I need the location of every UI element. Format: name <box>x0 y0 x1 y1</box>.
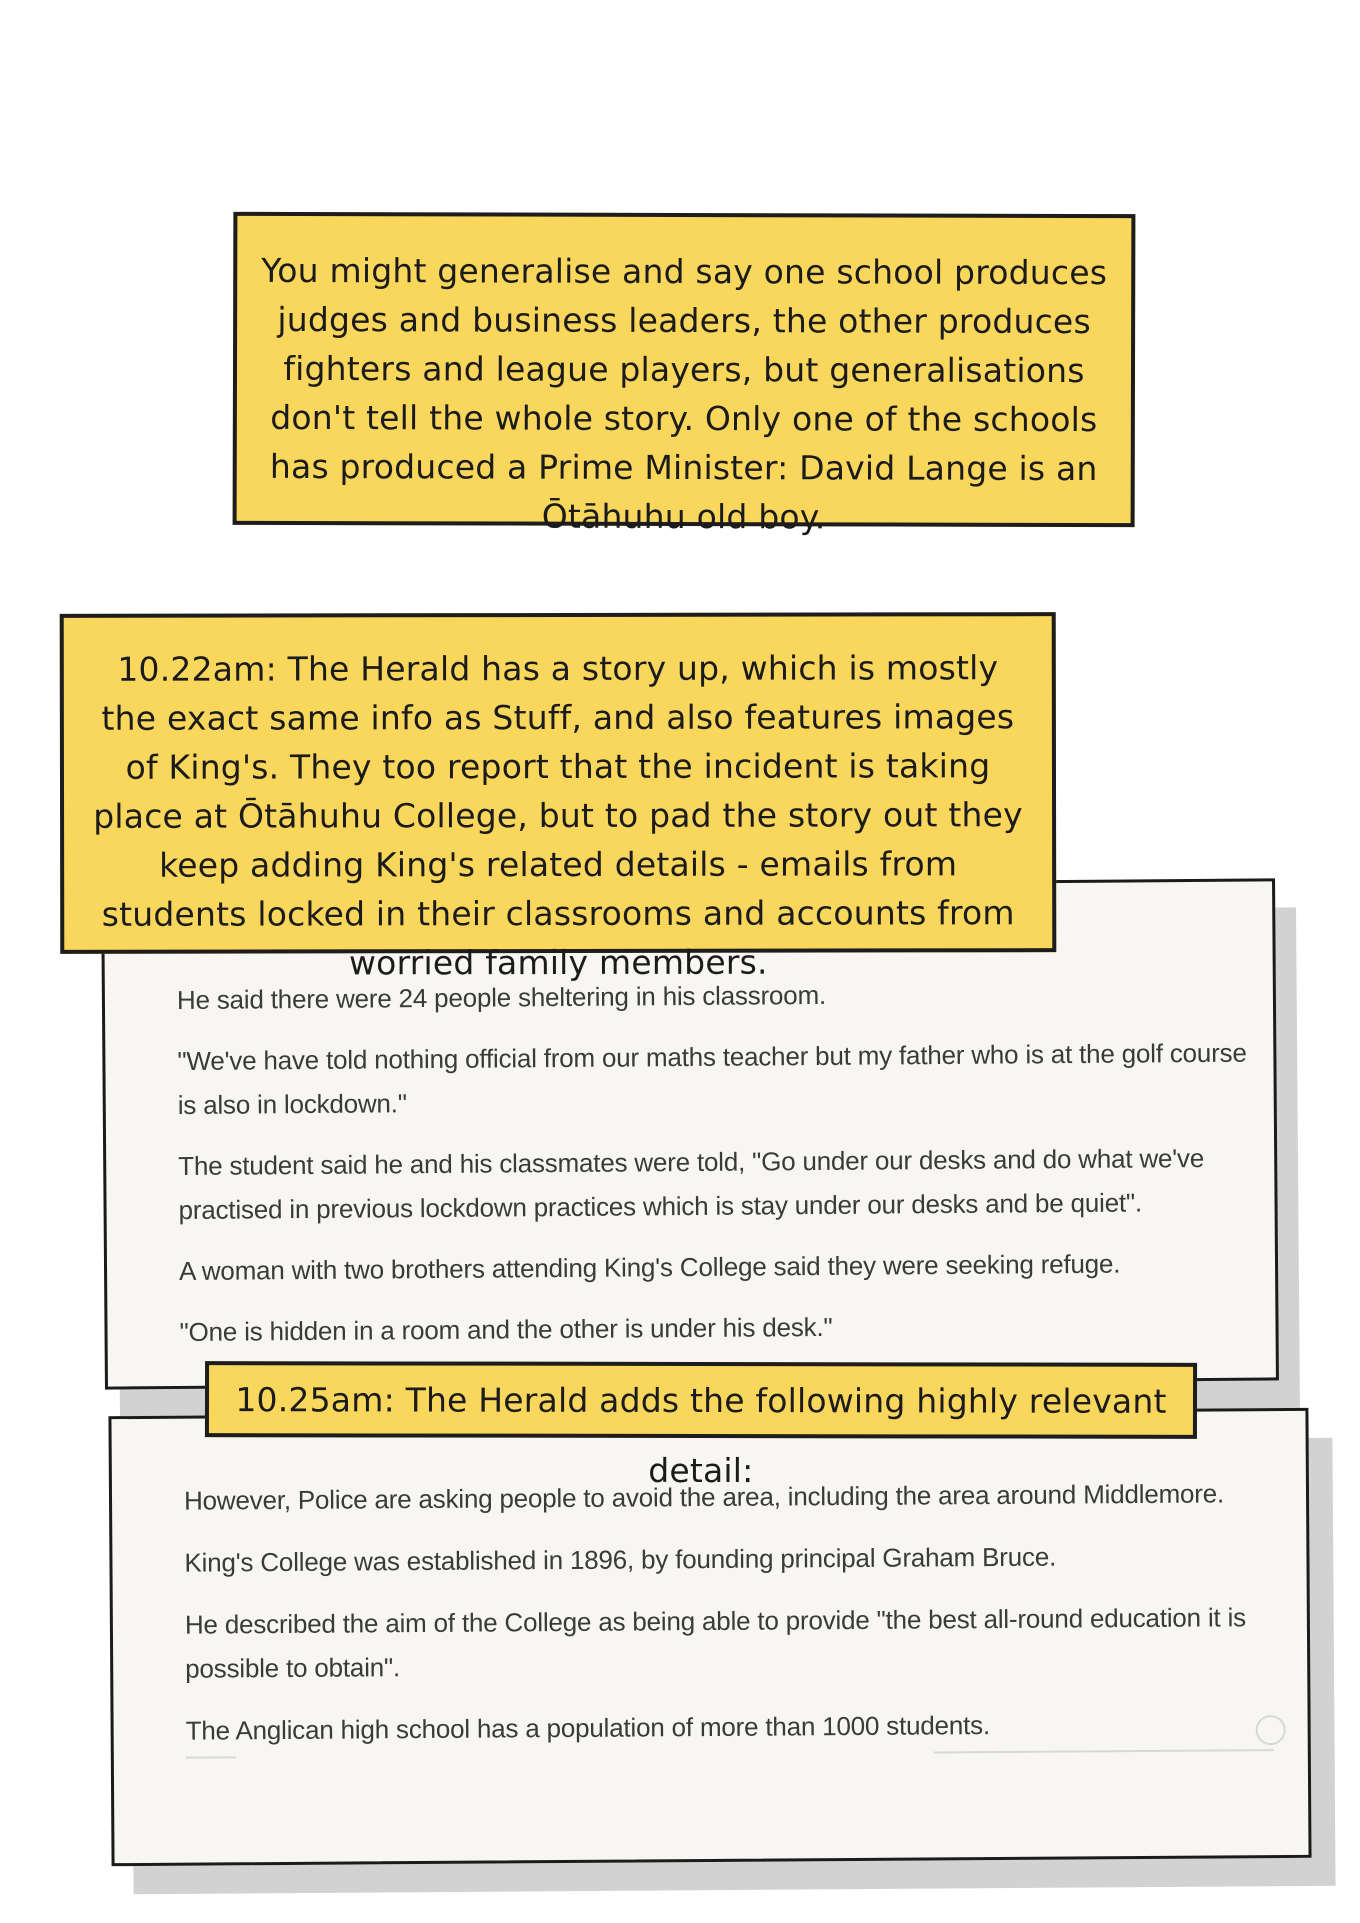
clipping-2-paragraph: However, Police are asking people to avoid the area, including the area around Middlemore. <box>183 1478 1225 1516</box>
clipping-1-paragraph: "We've have told nothing official from our maths teacher but my father who is at the golf course is also in lockdown." <box>177 1037 1247 1121</box>
clipping-1-paragraph: A woman with two brothers attending King's College said they were seeking refuge. <box>178 1248 1121 1287</box>
caption-top-text: You might generalise and say one school produces judges and business leaders, the other produces fighters and league players, but generalisations don't tell the whole story. Only one of the schools has produced a Prime Minister: David Lange is an Ōtāhuhu old boy. <box>261 250 1108 537</box>
caption-small-text: 10.25am: The Herald adds the following highly relevant detail: <box>235 1380 1167 1491</box>
caption-middle <box>60 612 1057 983</box>
clipping-2-paragraph: He described the aim of the College as being able to provide "the best all-round education it is possible to obtain". <box>184 1602 1247 1684</box>
caption-small <box>205 1361 1197 1491</box>
clipping-1-paragraph: "One is hidden in a room and the other is under his desk." <box>179 1311 833 1348</box>
caption-middle-text: 10.22am: The Herald has a story up, which is mostly the exact same info as Stuff, and also features images of King's. They too report that the incident is taking place at Ōtāhuhu College, but to pad the story out they keep adding King's related details - emails from students locked in their classrooms and accounts from worried family members. <box>93 648 1023 983</box>
caption-top <box>233 212 1136 537</box>
faint-divider <box>186 1756 236 1758</box>
clipping-2-paragraph: The Anglican high school has a population of more than 1000 students. <box>185 1710 991 1746</box>
circle-icon <box>1256 1715 1286 1745</box>
clipping-1-paragraph: The student said he and his classmates were told, "Go under our desks and do what we've practised in previous lockdown practices which is stay under our desks and be quiet". <box>178 1142 1205 1226</box>
clipping-2-paragraph: King's College was established in 1896, by founding principal Graham Bruce. <box>184 1541 1057 1578</box>
faint-divider <box>934 1749 1274 1753</box>
clipping-1-paragraph: He said there were 24 people sheltering in his classroom. <box>176 979 827 1016</box>
